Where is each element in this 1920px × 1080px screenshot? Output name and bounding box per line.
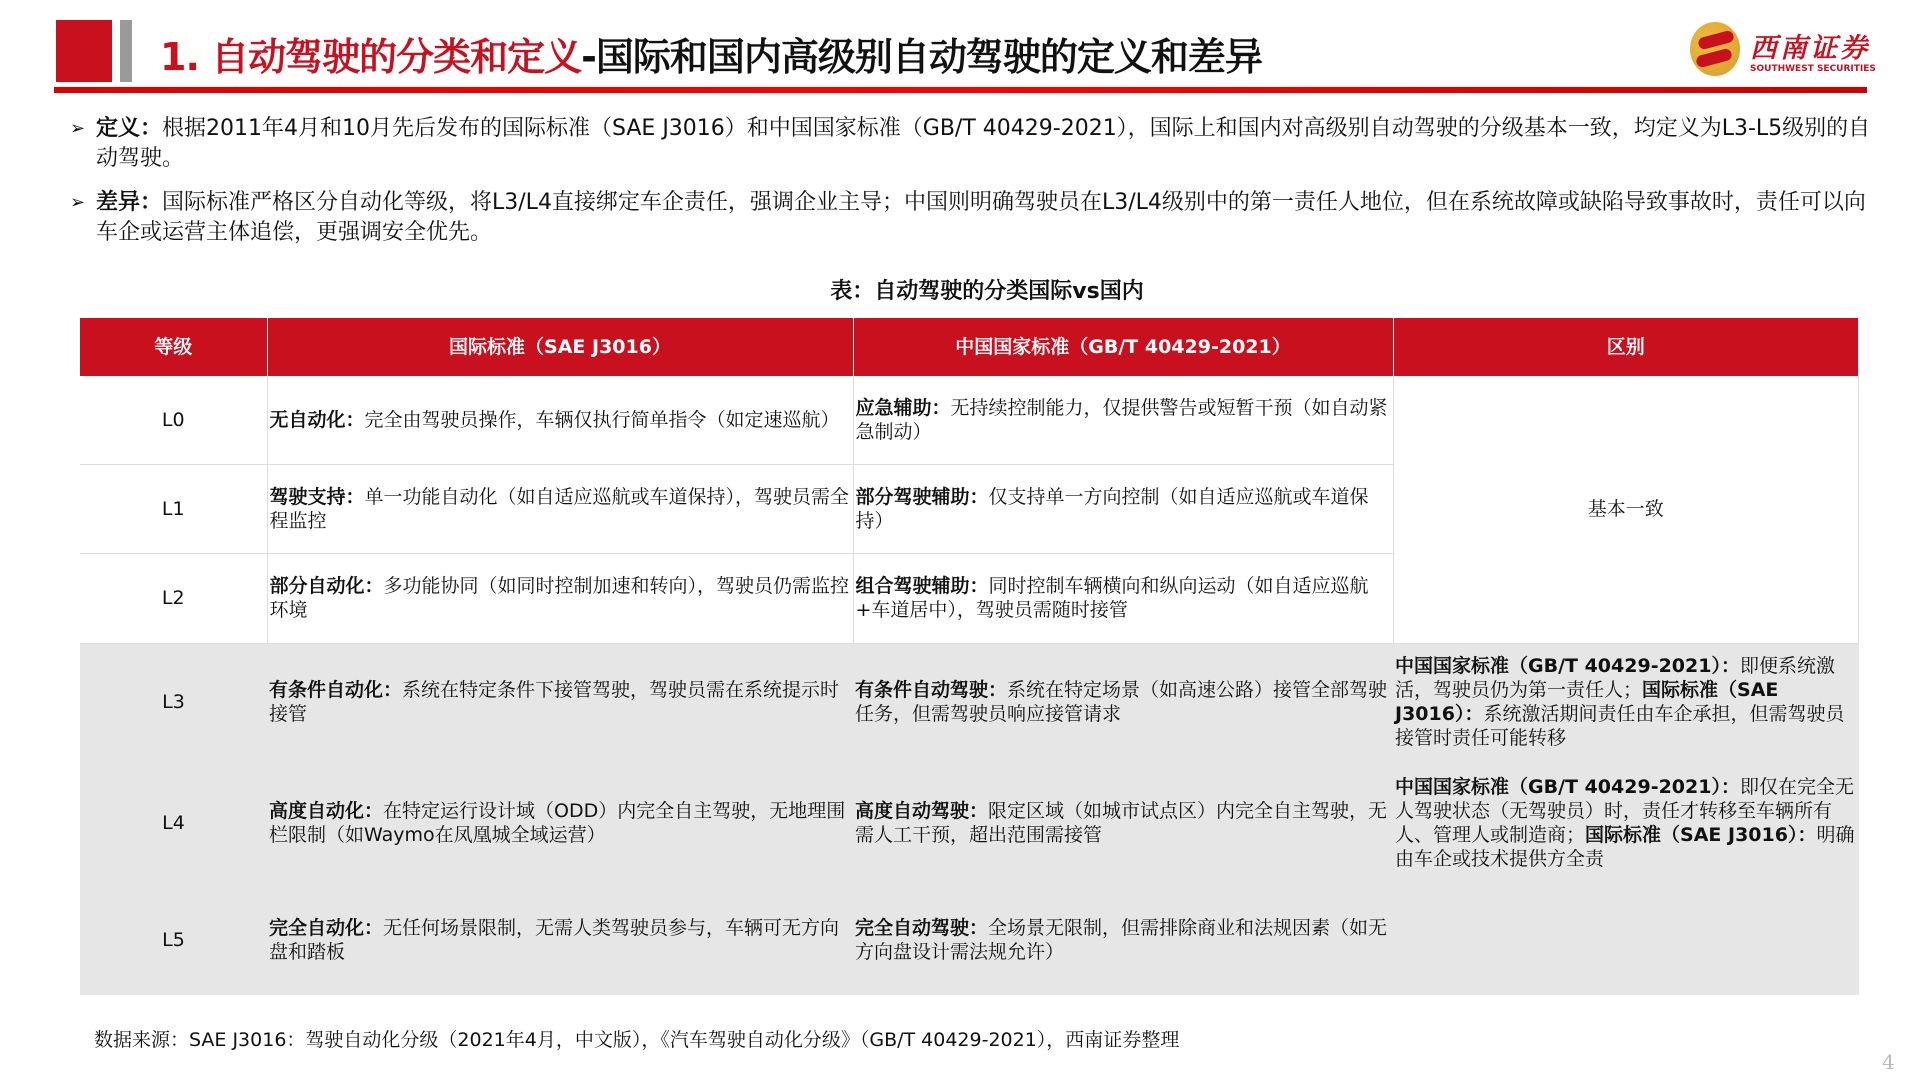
intl-cell: 驾驶支持：单一功能自动化（如自适应巡航或车道保持），驾驶员需全程监控 xyxy=(267,464,853,553)
cn-cell: 有条件自动驾驶：系统在特定场景（如高速公路）接管全部驾驶任务，但需驾驶员响应接管请求 xyxy=(853,643,1393,761)
level-cell: L1 xyxy=(80,464,267,553)
source-note: 数据来源：SAE J3016：驾驶自动化分级（2021年4月，中文版），《汽车驾驶自动化分级》（GB/T 40429-2021），西南证券整理 xyxy=(94,1029,1180,1051)
bullet-list xyxy=(70,114,1880,262)
table-caption: 表：自动驾驶的分类国际vs国内 xyxy=(830,279,1144,304)
table-row xyxy=(80,885,1859,995)
level-cell: L0 xyxy=(80,376,267,464)
title-accent-block xyxy=(56,20,112,82)
title-divider xyxy=(54,87,1867,93)
page-title: 1. 自动驾驶的分类和定义-国际和国内高级别自动驾驶的定义和差异 xyxy=(160,35,1262,79)
header-level: 等级 xyxy=(80,318,267,376)
logo-emblem-icon xyxy=(1690,22,1740,76)
classification-table xyxy=(80,318,1859,995)
arrow-bullet-icon: ➢ xyxy=(70,118,86,139)
table-row xyxy=(80,761,1859,885)
header-intl: 国际标准（SAE J3016） xyxy=(267,318,853,376)
cn-cell: 部分驾驶辅助：仅支持单一方向控制（如自适应巡航或车道保持） xyxy=(853,464,1393,553)
bullet-difference: ➢ 差异：国际标准严格区分自动化等级，将L3/L4直接绑定车企责任，强调企业主导；中国则明确驾驶员在L3/L4级别中的第一责任人地位，但在系统故障或缺陷导致事故时，责任可以向车企或运营主体追偿，更强调安全优先。 xyxy=(70,190,1866,245)
diff-cell: 基本一致 xyxy=(1393,376,1859,643)
diff-cell-empty xyxy=(1393,885,1859,995)
company-logo: 西南证券 SOUTHWEST SECURITIES xyxy=(1690,20,1880,80)
intl-cell: 无自动化：完全由驾驶员操作，车辆仅执行简单指令（如定速巡航） xyxy=(267,376,853,464)
intl-cell: 有条件自动化：系统在特定条件下接管驾驶，驾驶员需在系统提示时接管 xyxy=(267,643,853,761)
cn-cell: 高度自动驾驶：限定区域（如城市试点区）内完全自主驾驶，无需人工干预，超出范围需接管 xyxy=(853,761,1393,885)
level-cell: L2 xyxy=(80,553,267,643)
level-cell: L5 xyxy=(80,885,267,995)
intl-cell: 高度自动化：在特定运行设计域（ODD）内完全自主驾驶，无地理围栏限制（如Waymo在凤凰城全域运营） xyxy=(267,761,853,885)
table-header xyxy=(80,318,1859,376)
bullet-definition: ➢ 定义：根据2011年4月和10月先后发布的国际标准（SAE J3016）和中国国家标准（GB/T 40429-2021），国际上和国内对高级别自动驾驶的分级基本一致，均定义为L3-L5级别的自动驾驶。 xyxy=(70,116,1871,171)
cn-cell: 组合驾驶辅助：同时控制车辆横向和纵向运动（如自适应巡航+车道居中），驾驶员需随时接管 xyxy=(853,553,1393,643)
cn-cell: 应急辅助：无持续控制能力，仅提供警告或短暂干预（如自动紧急制动） xyxy=(853,376,1393,464)
table-row xyxy=(80,376,1859,464)
intl-cell: 完全自动化：无任何场景限制，无需人类驾驶员参与，车辆可无方向盘和踏板 xyxy=(267,885,853,995)
arrow-bullet-icon: ➢ xyxy=(70,192,86,213)
title-accent-bar xyxy=(120,20,132,82)
header-diff: 区别 xyxy=(1393,318,1859,376)
header-cn: 中国国家标准（GB/T 40429-2021） xyxy=(853,318,1393,376)
level-cell: L3 xyxy=(80,643,267,761)
level-cell: L4 xyxy=(80,761,267,885)
cn-cell: 完全自动驾驶：全场景无限制，但需排除商业和法规因素（如无方向盘设计需法规允许） xyxy=(853,885,1393,995)
intl-cell: 部分自动化：多功能协同（如同时控制加速和转向），驾驶员仍需监控环境 xyxy=(267,553,853,643)
diff-cell: 中国国家标准（GB/T 40429-2021）：即仅在完全无人驾驶状态（无驾驶员）时，责任才转移至车辆所有人、管理人或制造商；国际标准（SAE J3016）：明确由车企或技术提供方全责 xyxy=(1393,761,1859,885)
page-number: 4 xyxy=(1882,1050,1895,1074)
table-row xyxy=(80,643,1859,761)
diff-cell: 中国国家标准（GB/T 40429-2021）：即便系统激活，驾驶员仍为第一责任人；国际标准（SAE J3016）：系统激活期间责任由车企承担，但需驾驶员接管时责任可能转移 xyxy=(1393,643,1859,761)
